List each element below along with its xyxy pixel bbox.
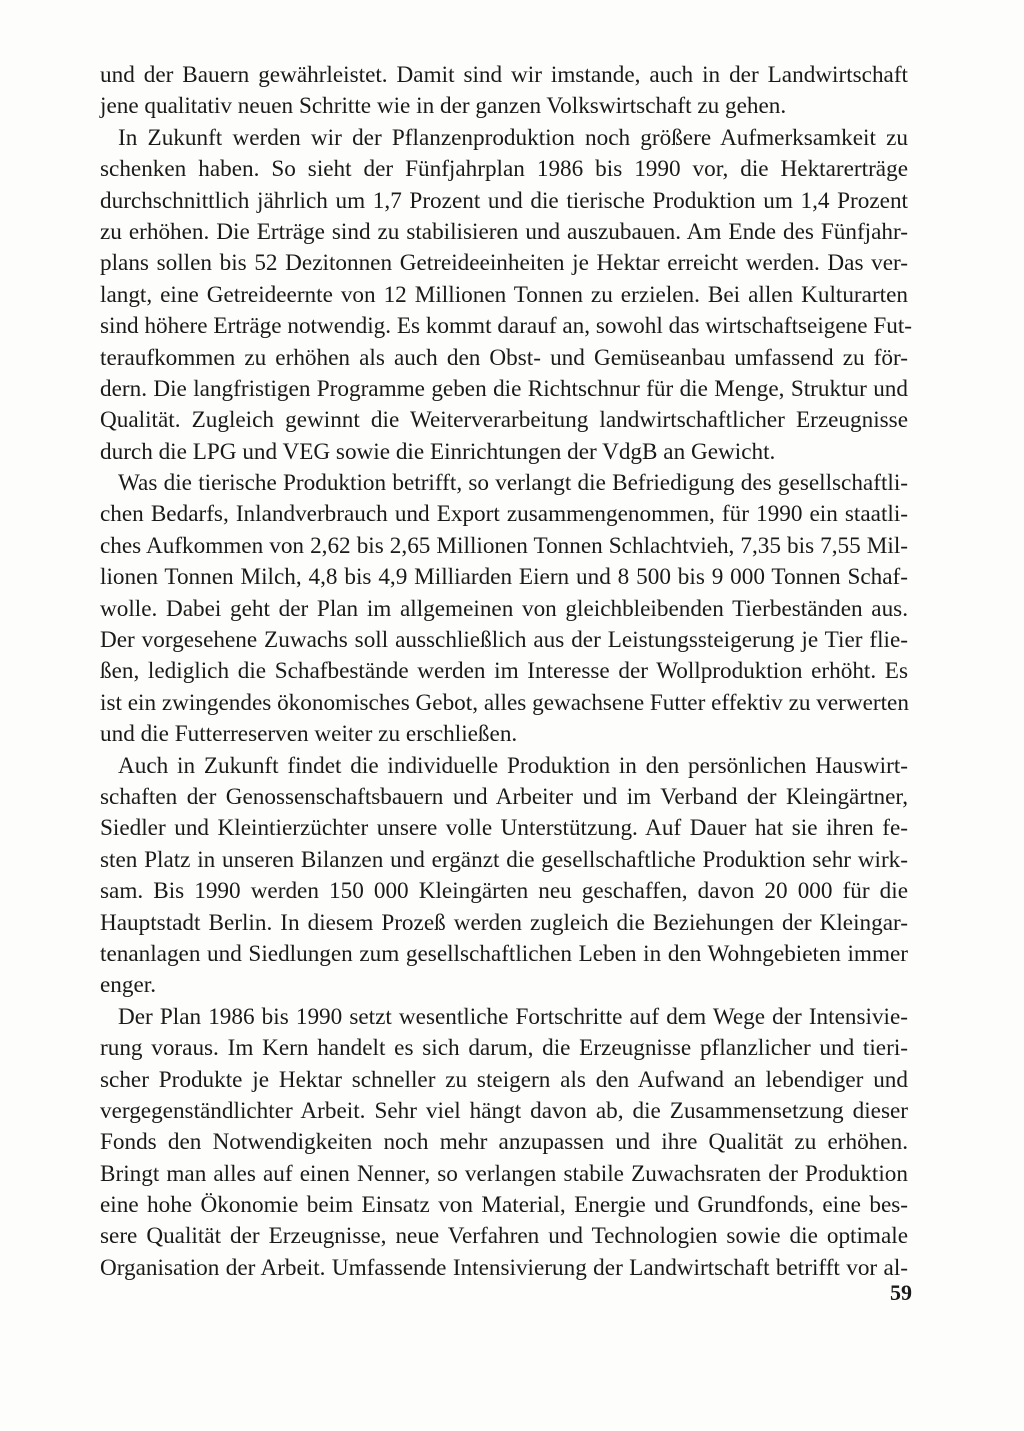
- text-line: Der Plan 1986 bis 1990 setzt wesentliche Fortschritte auf dem Wege der Intensivie-: [118, 1003, 908, 1030]
- text-line: durchschnittlich jährlich um 1,7 Prozent und die tierische Produktion um 1,4 Prozent: [100, 187, 908, 214]
- text-line: vergegenständlichter Arbeit. Sehr viel hängt davon ab, die Zusammensetzung dieser: [100, 1097, 908, 1124]
- text-line: In Zukunft werden wir der Pflanzenproduktion noch größere Aufmerksamkeit zu: [118, 124, 908, 151]
- paragraph: [100, 60, 908, 123]
- text-line: schenken haben. So sieht der Fünfjahrplan 1986 bis 1990 vor, die Hektarerträge: [100, 156, 908, 183]
- paragraph: [100, 468, 908, 751]
- text-line: Siedler und Kleintierzüchter unsere volle Unterstützung. Auf Dauer hat sie ihren fe-: [100, 815, 908, 842]
- text-line: ches Aufkommen von 2,62 bis 2,65 Millionen Tonnen Schlachtvieh, 7,35 bis 7,55 Mil-: [100, 532, 908, 559]
- text-line: sind höhere Erträge notwendig. Es kommt darauf an, sowohl das wirtschaftseigene Fut-: [100, 313, 913, 340]
- text-line: teraufkommen zu erhöhen als auch den Obst- und Gemüseanbau umfassend zu för-: [100, 344, 908, 371]
- body-text: [100, 60, 913, 1284]
- text-line: jene qualitativ neuen Schritte wie in der ganzen Volkswirtschaft zu gehen.: [100, 93, 787, 120]
- text-line: ßen, lediglich die Schafbestände werden im Interesse der Wollproduktion erhöht. Es: [100, 658, 908, 685]
- text-line: schaften der Genossenschaftsbauern und Arbeiter und im Verband der Kleingärtner,: [100, 783, 908, 810]
- text-line: scher Produkte je Hektar schneller zu steigern als den Aufwand an lebendiger und: [100, 1066, 908, 1093]
- text-line: Der vorgesehene Zuwachs soll ausschließlich aus der Leistungssteigerung je Tier flie-: [100, 627, 908, 654]
- text-line: Organisation der Arbeit. Umfassende Intensivierung der Landwirtschaft betrifft vor al-: [100, 1254, 908, 1281]
- text-line: und der Bauern gewährleistet. Damit sind wir imstande, auch in der Landwirtschaft: [100, 62, 908, 88]
- text-line: sere Qualität der Erzeugnisse, neue Verfahren und Technologien sowie die optimale: [100, 1223, 908, 1250]
- text-line: enger.: [100, 972, 157, 999]
- text-line: Hauptstadt Berlin. In diesem Prozeß werden zugleich die Beziehungen der Kleingar-: [100, 909, 908, 936]
- paragraph: [100, 123, 913, 468]
- paragraph: [100, 751, 908, 1002]
- text-line: eine hohe Ökonomie beim Einsatz von Material, Energie und Grundfonds, eine bes-: [100, 1192, 908, 1219]
- text-line: Qualität. Zugleich gewinnt die Weiterverarbeitung landwirtschaftlicher Erzeugnisse: [100, 407, 908, 434]
- text-line: langt, eine Getreideernte von 12 Millionen Tonnen zu erzielen. Bei allen Kulturarten: [100, 281, 908, 308]
- text-line: Was die tierische Produktion betrifft, so verlangt die Befriedigung des gesellschaftli-: [118, 470, 908, 497]
- text-line: Auch in Zukunft findet die individuelle Produktion in den persönlichen Hauswirt-: [118, 752, 908, 779]
- text-line: sten Platz in unseren Bilanzen und ergänzt die gesellschaftliche Produktion sehr wirk-: [100, 846, 908, 873]
- text-line: wolle. Dabei geht der Plan im allgemeinen von gleichbleibenden Tierbeständen aus.: [100, 595, 908, 622]
- text-line: tenanlagen und Siedlungen zum gesellschaftlichen Leben in den Wohngebieten immer: [100, 940, 908, 967]
- text-line: zu erhöhen. Die Erträge sind zu stabilisieren und auszubauen. Am Ende des Fünfjahr-: [100, 218, 908, 245]
- text-line: sam. Bis 1990 werden 150 000 Kleingärten neu geschaffen, davon 20 000 für die: [100, 878, 908, 905]
- text-line: Bringt man alles auf einen Nenner, so verlangen stabile Zuwachsraten der Produktion: [100, 1160, 908, 1187]
- page-number: 59: [890, 1280, 912, 1305]
- paragraph: [100, 1002, 908, 1285]
- text-line: Fonds den Notwendigkeiten noch mehr anzupassen und ihre Qualität zu erhöhen.: [100, 1129, 908, 1156]
- text-line: ist ein zwingendes ökonomisches Gebot, alles gewachsene Futter effektiv zu verwerten: [100, 689, 909, 716]
- text-line: dern. Die langfristigen Programme geben die Richtschnur für die Menge, Struktur und: [100, 375, 908, 402]
- text-line: durch die LPG und VEG sowie die Einrichtungen der VdgB an Gewicht.: [100, 438, 776, 465]
- text-line: plans sollen bis 52 Dezitonnen Getreideeinheiten je Hektar erreicht werden. Das ver-: [100, 250, 908, 277]
- text-line: lionen Tonnen Milch, 4,8 bis 4,9 Milliarden Eiern und 8 500 bis 9 000 Tonnen Schaf-: [100, 564, 908, 591]
- text-line: und die Futterreserven weiter zu erschließen.: [100, 721, 518, 748]
- text-line: chen Bedarfs, Inlandverbrauch und Export zusammengenommen, für 1990 ein staatli-: [100, 501, 908, 528]
- text-line: rung voraus. Im Kern handelt es sich darum, die Erzeugnisse pflanzlicher und tieri-: [100, 1035, 908, 1062]
